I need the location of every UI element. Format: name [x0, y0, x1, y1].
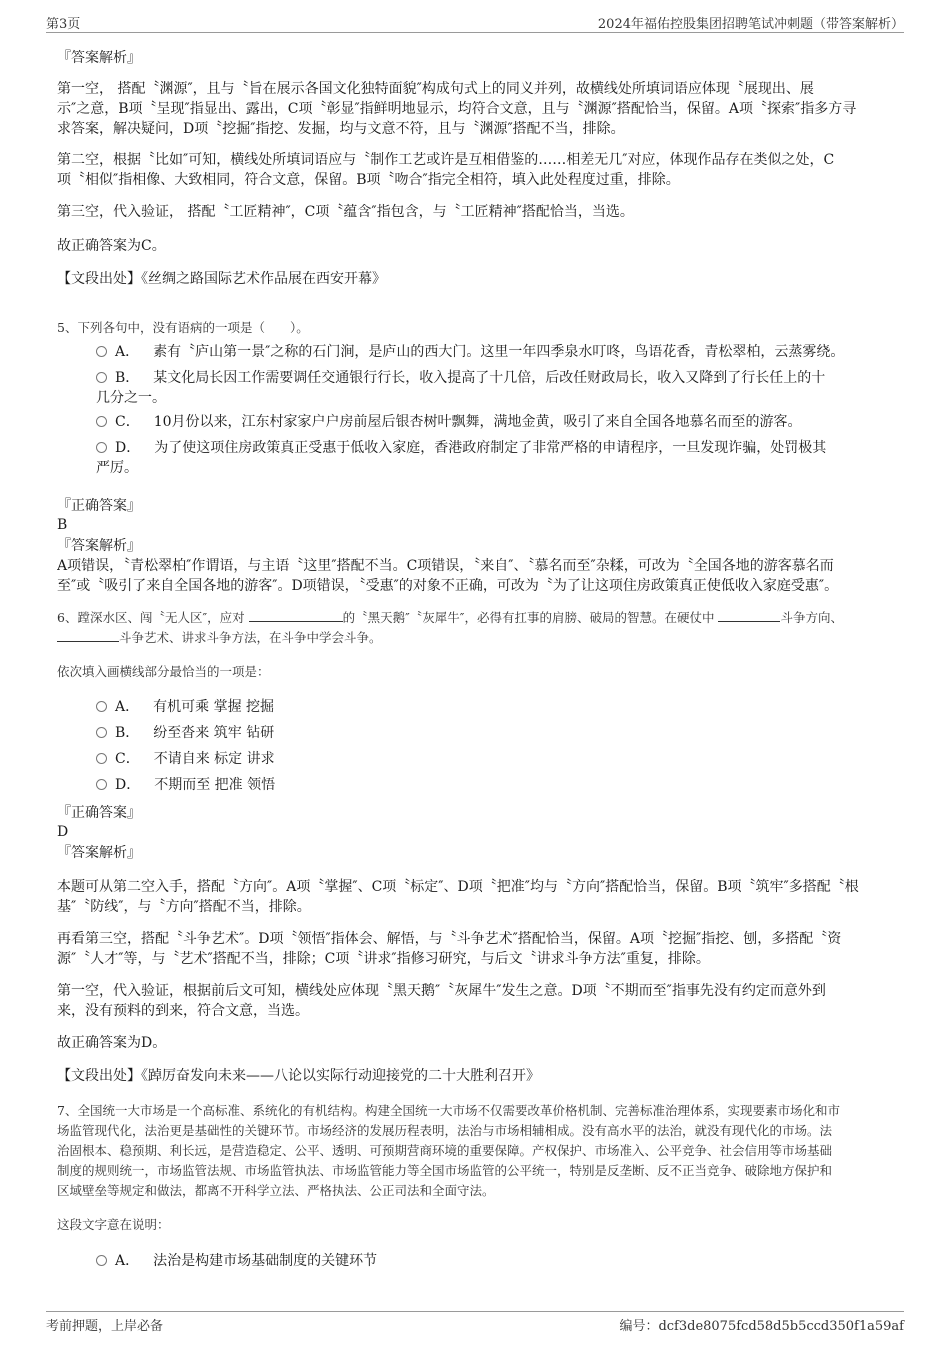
radio-icon[interactable] — [96, 346, 107, 357]
q6-stem-line2 — [57, 628, 897, 648]
q6-answer-label: 『正确答案』 — [57, 805, 141, 821]
q6-option-a[interactable] — [96, 697, 896, 717]
q7-stem-line5: 区域壁垒等规定和做法，都离不开科学立法、严格执法、公正司法和全面守法。 — [57, 1183, 495, 1198]
q6-prompt: 依次填入画横线部分最恰当的一项是： — [57, 664, 270, 679]
option-text: 不期而至 把准 领悟 — [154, 777, 276, 793]
q6-analysis-p1-line1: 本题可从第二空入手，搭配〝方向″。A项〝掌握″、C项〝标定″、D项〝把准″均与〝方向″搭配恰当，保留。B项〝筑牢″多搭配〝根 — [57, 879, 859, 895]
q5-answer-label: 『正确答案』 — [57, 498, 141, 514]
q5-option-a[interactable] — [96, 342, 896, 362]
q7-prompt: 这段文字意在说明： — [57, 1217, 170, 1232]
q5-stem: 5、下列各句中，没有语病的一项是（ ）。 — [57, 320, 309, 335]
blank-2 — [718, 608, 780, 622]
q6-stem-part2: 的〝黑天鹅″〝灰犀牛″，必得有扛事的肩膀、破局的智慧。在硬仗中 — [342, 610, 719, 625]
document-title: 2024年福佑控股集团招聘笔试冲刺题（带答案解析） — [597, 17, 904, 32]
q4-analysis-p2-line2: 项〝相似″指相像、大致相同，符合文意，保留。B项〝吻合″指完全相符，填入此处程度过重，排除。 — [57, 172, 680, 188]
q5-answer: B — [57, 517, 68, 533]
page-header — [46, 10, 904, 33]
q4-analysis-label: 『答案解析』 — [57, 50, 141, 66]
option-letter: C． — [115, 414, 140, 430]
page-number: 第3页 — [46, 17, 81, 32]
q4-analysis-p1-line3: 求答案，解决疑问，D项〝挖掘″指挖、发掘，均与文意不符，且与〝渊源″搭配不当，排除。 — [57, 121, 625, 137]
q6-stem-part4: 斗争艺术、讲求斗争方法，在斗争中学会斗争。 — [119, 630, 382, 645]
option-text: 有机可乘 掌握 挖掘 — [153, 699, 275, 715]
option-text: 不请自来 标定 讲求 — [153, 751, 275, 767]
radio-icon[interactable] — [96, 727, 107, 738]
option-text: 素有〝庐山第一景″之称的石门涧，是庐山的西大门。这里一年四季泉水叮咚，鸟语花香，青松翠柏，云蒸雾绕。 — [153, 344, 845, 360]
option-letter: B． — [115, 370, 140, 386]
q4-analysis-p1-line2: 示″之意，B项〝呈现″指显出、露出，C项〝彰显″指鲜明地显示，均符合文意，且与〝渊源″搭配恰当，保留。A项〝探索″指多方寻 — [57, 101, 857, 117]
q6-source: 【文段出处】《踔厉奋发向未来——八论以实际行动迎接党的二十大胜利召开》 — [57, 1068, 540, 1084]
q7-stem-line3: 治固根本、稳预期、利长远，是营造稳定、公平、透明、可预期营商环境的重要保障。产权保护、市场准入、公平竞争、社会信用等市场基础 — [57, 1143, 833, 1158]
radio-icon[interactable] — [96, 779, 107, 790]
q5-option-b[interactable] — [96, 368, 896, 388]
page-footer — [46, 1311, 904, 1334]
q6-analysis-p1-line2: 基″〝防线″，与〝方向″搭配不当，排除。 — [57, 899, 311, 915]
q5-option-c[interactable] — [96, 412, 896, 432]
q5-analysis-line2: 至″或〝吸引了来自全国各地的游客″。D项错误，〝受惠″的对象不正确，可改为〝为了让这项住房政策真正使低收入家庭受惠″。 — [57, 578, 839, 594]
footer-slogan: 考前押题，上岸必备 — [46, 1319, 164, 1334]
footer-serial: 编号：dcf3de8075fcd58d5b5ccd350f1a59af — [619, 1319, 904, 1334]
option-text: 10月份以来，江东村家家户户房前屋后银杏树叶飘舞，满地金黄，吸引了来自全国各地慕名而至的游客。 — [153, 414, 802, 430]
q6-conclusion: 故正确答案为D。 — [57, 1035, 167, 1051]
q7-stem-line4: 制度的规则统一，市场监管法规、市场监管执法、市场监管能力等全国市场监管的公平统一，特别是反垄断、反不正当竞争、破除地方保护和 — [57, 1163, 833, 1178]
option-letter: A． — [115, 1253, 140, 1269]
radio-icon[interactable] — [96, 753, 107, 764]
q5-option-b-cont: 几分之一。 — [96, 390, 166, 406]
option-letter: A． — [115, 699, 140, 715]
radio-icon[interactable] — [96, 1255, 107, 1266]
q6-analysis-p3-line1: 第一空，代入验证，根据前后文可知，横线处应体现〝黑天鹅″〝灰犀牛″发生之意。D项〝不期而至″指事先没有约定而意外到 — [57, 983, 826, 999]
q6-analysis-p2-line2: 源″〝人才″等，与〝艺术″搭配不当，排除；C项〝讲求″指修习研究，与后文〝讲求斗争方法″重复，排除。 — [57, 951, 710, 967]
q7-option-a[interactable] — [96, 1251, 896, 1271]
q6-stem-part1: 6、蹚深水区、闯〝无人区″，应对 — [57, 610, 249, 625]
q6-analysis-label: 『答案解析』 — [57, 845, 141, 861]
blank-1 — [249, 608, 343, 622]
option-text: 法治是构建市场基础制度的关键环节 — [153, 1253, 378, 1269]
option-letter: D． — [115, 777, 141, 793]
q6-option-d[interactable] — [96, 775, 896, 795]
q5-option-d-cont: 严厉。 — [96, 460, 138, 476]
q6-option-c[interactable] — [96, 749, 896, 769]
q4-analysis-p2-line1: 第二空，根据〝比如″可知，横线处所填词语应与〝制作工艺或许是互相借鉴的……相差无几″对应，体现作品存在类似之处，C — [57, 152, 835, 168]
option-letter: C． — [115, 751, 140, 767]
q5-option-d[interactable] — [96, 438, 896, 458]
radio-icon[interactable] — [96, 372, 107, 383]
option-text: 纷至沓来 筑牢 钻研 — [153, 725, 275, 741]
q6-analysis-p3-line2: 来，没有预料的到来，符合文意，当选。 — [57, 1003, 309, 1019]
radio-icon[interactable] — [96, 701, 107, 712]
q6-analysis-p2-line1: 再看第三空，搭配〝斗争艺术″。D项〝领悟″指体会、解悟，与〝斗争艺术″搭配恰当，保留。A项〝挖掘″指挖、刨，多搭配〝资 — [57, 931, 842, 947]
q6-option-b[interactable] — [96, 723, 896, 743]
radio-icon[interactable] — [96, 416, 107, 427]
q4-conclusion: 故正确答案为C。 — [57, 238, 166, 254]
option-letter: B． — [115, 725, 140, 741]
q6-answer: D — [57, 824, 69, 840]
option-text: 为了使这项住房政策真正受惠于低收入家庭，香港政府制定了非常严格的申请程序，一旦发现诈骗，处罚极其 — [154, 440, 827, 456]
q4-analysis-p1-line1: 第一空， 搭配〝渊源″，且与〝旨在展示各国文化独特面貌″构成句式上的同义并列，故横线处所填词语应体现〝展现出、展 — [57, 81, 814, 97]
q6-stem-part3: 斗争方向、 — [780, 610, 843, 625]
blank-3 — [57, 628, 119, 642]
radio-icon[interactable] — [96, 442, 107, 453]
q7-stem-line2: 场监管现代化，法治更是基础性的关键环节。市场经济的发展历程表明，法治与市场相辅相成。没有高水平的法治，就没有现代化的市场。法 — [57, 1123, 833, 1138]
q6-stem-line1 — [57, 608, 897, 628]
q4-source: 【文段出处】《丝绸之路国际艺术作品展在西安开幕》 — [57, 271, 386, 287]
q5-analysis-line1: A项错误，〝青松翠柏″作谓语，与主语〝这里″搭配不当。C项错误，〝来自″、〝慕名而至″杂糅，可改为〝全国各地的游客慕名而 — [57, 558, 834, 574]
option-text: 某文化局长因工作需要调任交通银行行长，收入提高了十几倍，后改任财政局长，收入又降到了行长任上的十 — [153, 370, 826, 386]
option-letter: D． — [115, 440, 141, 456]
q4-analysis-p3: 第三空，代入验证， 搭配〝工匠精神″，C项〝蕴含″指包含，与〝工匠精神″搭配恰当，当选。 — [57, 204, 634, 220]
q7-stem-line1: 7、全国统一大市场是一个高标准、系统化的有机结构。构建全国统一大市场不仅需要改革价格机制、完善标准治理体系，实现要素市场化和市 — [57, 1103, 840, 1118]
option-letter: A． — [115, 344, 140, 360]
q5-analysis-label: 『答案解析』 — [57, 538, 141, 554]
